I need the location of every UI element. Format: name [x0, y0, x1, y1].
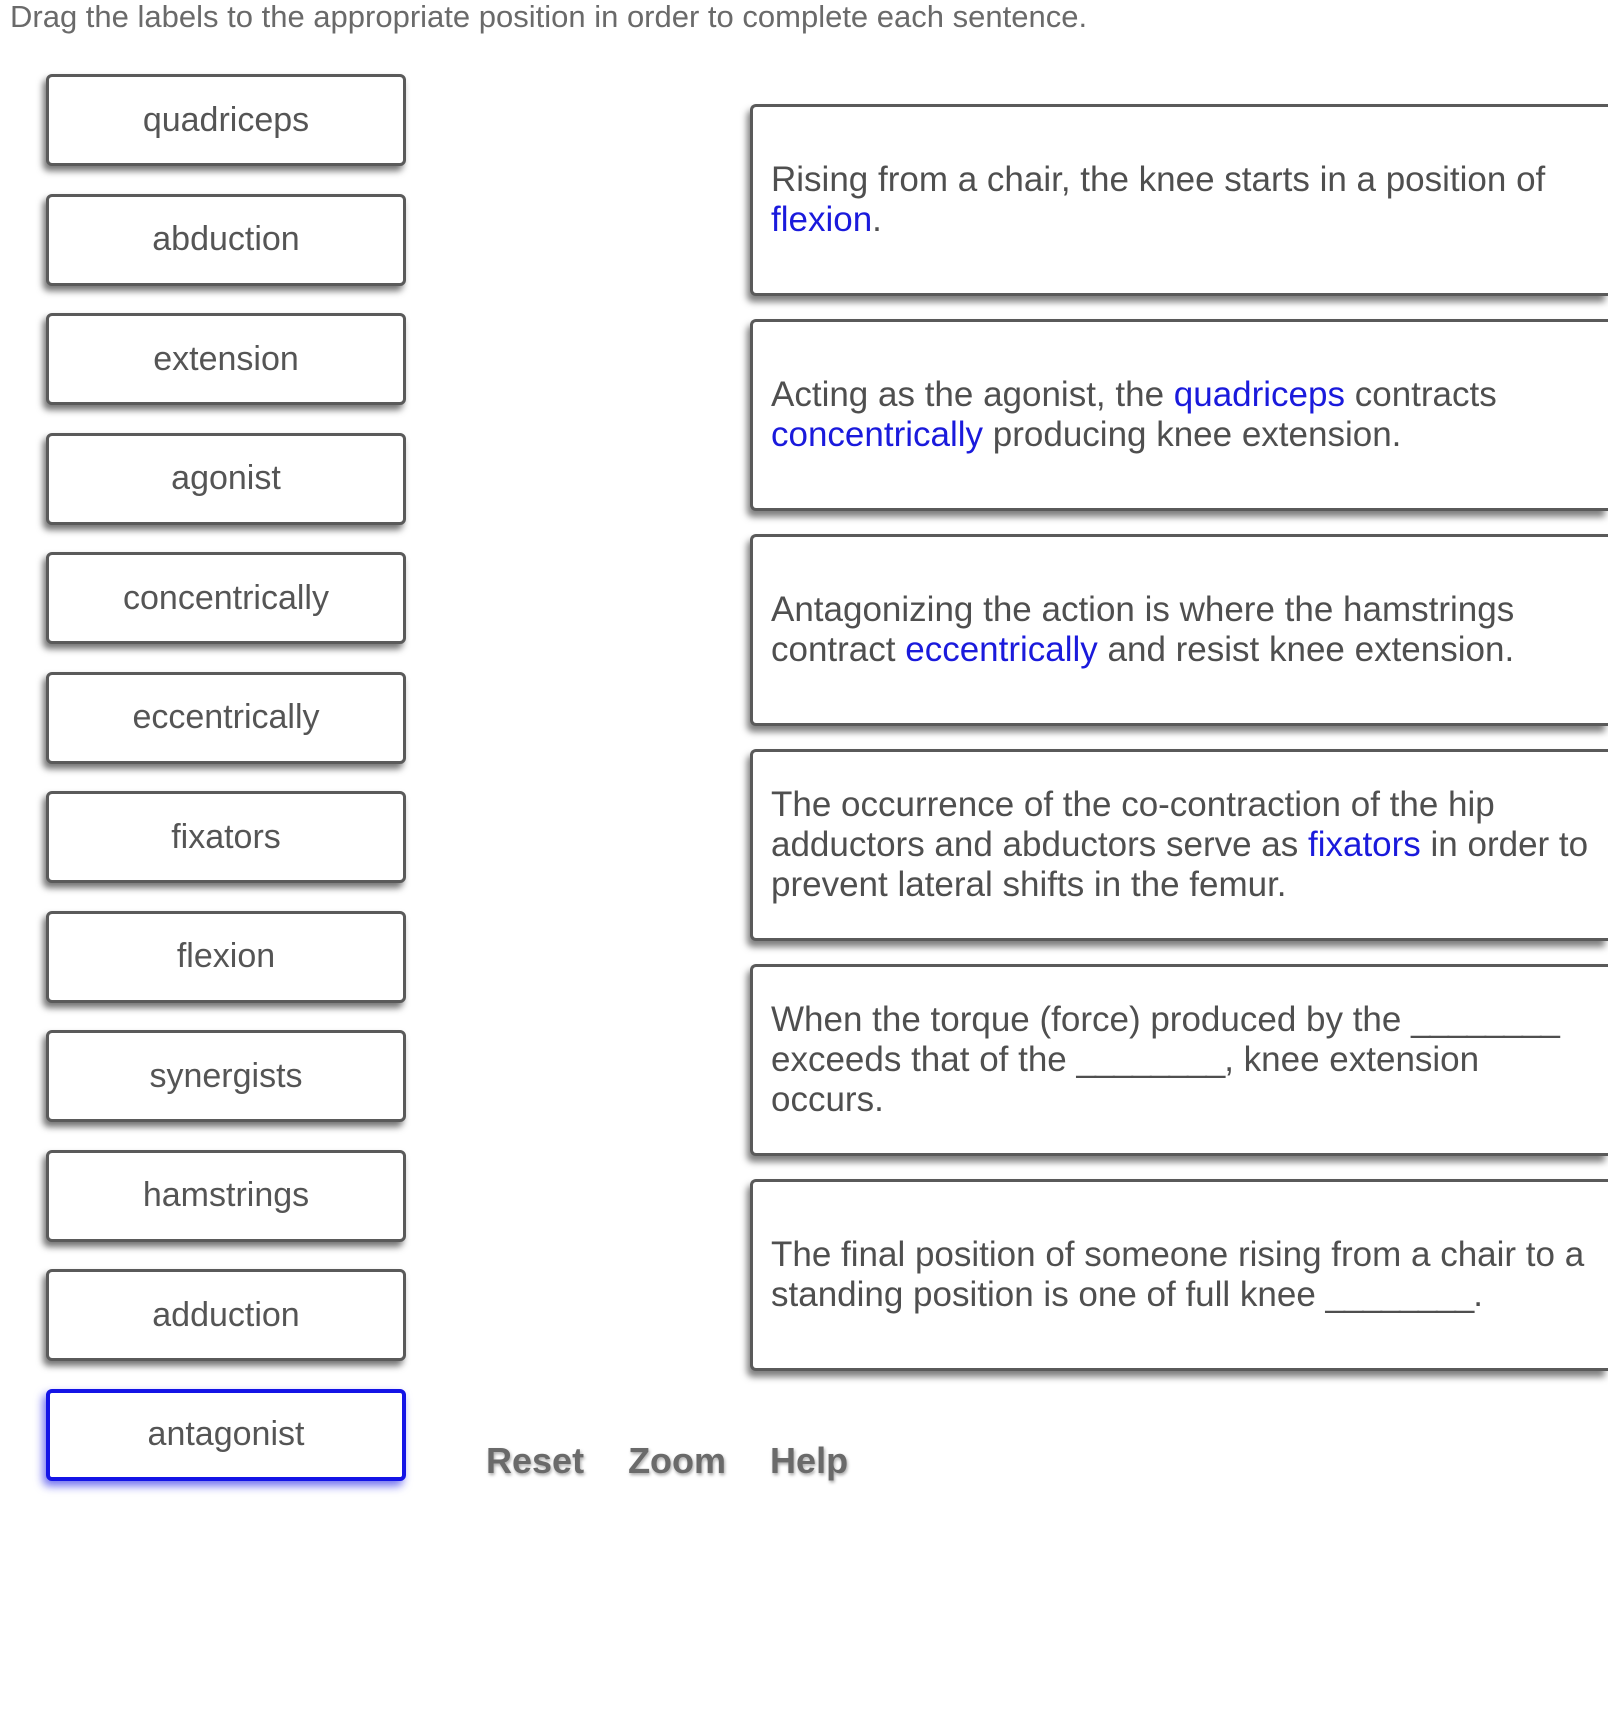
drag-label-agonist[interactable]: agonist [46, 433, 406, 525]
sentence-fragment: When the torque (force) produced by the [771, 1000, 1412, 1039]
controls-bar [486, 1440, 848, 1482]
filled-drop-zone[interactable]: quadriceps [1173, 375, 1345, 414]
sentence-text [771, 160, 1598, 240]
sentence-fragment: . [872, 200, 882, 239]
sentence-text [771, 785, 1598, 905]
instructions-text: Drag the labels to the appropriate position in order to complete each sentence. [10, 0, 1088, 34]
drag-label-adduction[interactable]: adduction [46, 1269, 406, 1361]
drag-label-synergists[interactable]: synergists [46, 1030, 406, 1122]
reset-button[interactable]: Reset [486, 1440, 585, 1481]
sentence-fragment: . [1473, 1275, 1483, 1314]
help-button[interactable]: Help [770, 1440, 849, 1481]
drag-label-extension[interactable]: extension [46, 313, 406, 405]
filled-drop-zone[interactable]: concentrically [771, 415, 984, 454]
sentence-box-3 [750, 534, 1608, 726]
sentence-box-2 [750, 319, 1608, 511]
sentence-fragment: and resist knee extension. [1097, 630, 1515, 669]
sentence-text [771, 1000, 1598, 1120]
sentence-box-5 [750, 964, 1608, 1156]
empty-drop-zone[interactable]: ________ [1411, 1000, 1559, 1039]
empty-drop-zone[interactable]: ________ [1325, 1275, 1474, 1314]
sentence-text [771, 375, 1598, 455]
sentence-fragment: Antagonizing the action is where the hamstrings contract [771, 590, 1515, 669]
sentence-text [771, 1235, 1598, 1315]
drag-label-fixators[interactable]: fixators [46, 791, 406, 883]
sentence-targets [750, 104, 1608, 1394]
sentence-fragment: in order to prevent lateral shifts in the femur. [771, 825, 1589, 904]
sentence-fragment: exceeds that of the [771, 1040, 1077, 1079]
sentence-fragment: producing knee extension. [983, 415, 1402, 454]
sentence-box-6 [750, 1179, 1608, 1371]
sentence-fragment: The occurrence of the co-contraction of the hip adductors and abductors serve as [771, 785, 1495, 864]
sentence-fragment: , knee extension occurs. [771, 1040, 1480, 1119]
drag-label-eccentrically[interactable]: eccentrically [46, 672, 406, 764]
drag-label-flexion[interactable]: flexion [46, 911, 406, 1003]
drag-label-antagonist[interactable]: antagonist [46, 1389, 406, 1481]
drag-label-concentrically[interactable]: concentrically [46, 552, 406, 644]
sentence-text [771, 590, 1598, 670]
zoom-button[interactable]: Zoom [628, 1440, 727, 1481]
sentence-fragment: The final position of someone rising from a chair to a standing position is one of full knee [771, 1235, 1585, 1314]
drag-label-hamstrings[interactable]: hamstrings [46, 1150, 406, 1242]
drag-label-abduction[interactable]: abduction [46, 194, 406, 286]
sentence-box-1 [750, 104, 1608, 296]
sentence-fragment: Rising from a chair, the knee starts in a position of [771, 160, 1546, 199]
sentence-box-4 [750, 749, 1608, 941]
label-bank [46, 74, 406, 1508]
sentence-fragment: contracts [1345, 375, 1497, 414]
filled-drop-zone[interactable]: flexion [771, 200, 873, 239]
filled-drop-zone[interactable]: eccentrically [905, 630, 1098, 669]
filled-drop-zone[interactable]: fixators [1307, 825, 1421, 864]
empty-drop-zone[interactable]: ________ [1076, 1040, 1225, 1079]
drag-label-quadriceps[interactable]: quadriceps [46, 74, 406, 166]
sentence-fragment: Acting as the agonist, the [771, 375, 1174, 414]
